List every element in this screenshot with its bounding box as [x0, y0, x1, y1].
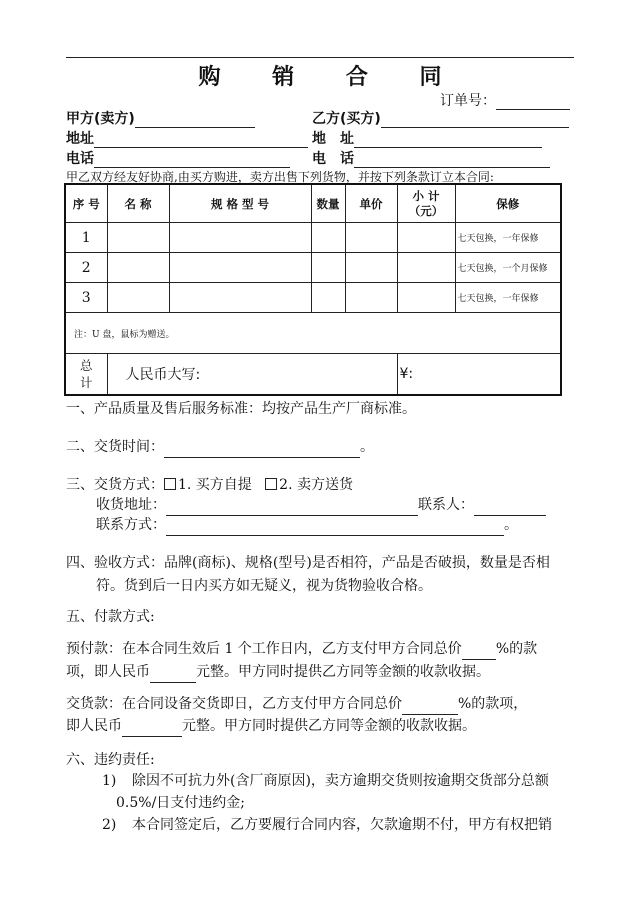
buyer-pickup-label: 1. 买方自提: [178, 477, 252, 493]
prepayment-text-c: 项，即人民币: [66, 664, 150, 680]
order-number-label: 订单号：: [440, 93, 496, 109]
header-spec: 规 格 型 号: [169, 184, 311, 223]
phone-a-label: 电话: [66, 151, 94, 167]
clause-payment: 五、付款方式:: [66, 609, 155, 625]
party-b-blank[interactable]: [381, 112, 569, 128]
cell-name[interactable]: [107, 283, 169, 313]
cell-qty[interactable]: [311, 283, 345, 313]
clause-acceptance-line1: 四、验收方式：品牌(商标)、规格(型号)是否相符，产品是否破损，数量是否相: [66, 555, 550, 571]
prepayment-line2: [66, 661, 490, 683]
phone-b-label: 电 话: [312, 151, 354, 167]
cell-warranty: 七天包换，一年保修: [455, 283, 561, 313]
address-b-label: 地 址: [312, 131, 354, 147]
delivery-time-blank[interactable]: [164, 442, 360, 458]
party-b: [312, 108, 569, 128]
delivery-payment-amount-blank[interactable]: [122, 721, 182, 737]
liability-item-1-line1: 除因不可抗力外(含厂商原因)，卖方逾期交货则按逾期交货部分总额: [132, 773, 549, 789]
cell-spec[interactable]: [169, 253, 311, 283]
header-qty: 数量: [311, 184, 345, 223]
party-a: [66, 108, 255, 128]
table-row: [65, 253, 561, 283]
table-row: [65, 223, 561, 253]
row-number: 1: [65, 223, 107, 253]
liability-item-1-line2: 0.5%/日支付违约金;: [116, 795, 246, 811]
row-number: 2: [65, 253, 107, 283]
cell-subtotal[interactable]: [397, 253, 455, 283]
liability-item-2-number: 2): [102, 817, 117, 833]
prepayment-text-d: 元整。甲方同时提供乙方同等金额的收款收据。: [196, 664, 490, 680]
delivery-payment-line2: [66, 715, 476, 737]
delivery-payment-line1: [66, 693, 527, 715]
contact-method-blank[interactable]: [166, 520, 504, 536]
delivery-time-end: 。: [360, 439, 374, 455]
contact-person-label: 联系人：: [418, 497, 474, 513]
row-number: 3: [65, 283, 107, 313]
liability-item-1-number: 1): [102, 773, 117, 789]
delivery-payment-text-c: 即人民币: [66, 718, 122, 734]
table-header-row: [65, 184, 561, 223]
phone-a-blank[interactable]: [94, 152, 290, 168]
clause-quality: 一、产品质量及售后服务标准：均按产品生产厂商标准。: [66, 401, 416, 417]
party-a-blank[interactable]: [135, 112, 255, 128]
buyer-pickup-checkbox[interactable]: [164, 478, 176, 490]
header-price: 单价: [345, 184, 397, 223]
cell-name[interactable]: [107, 223, 169, 253]
header-subtotal: 小 计 （元）: [397, 184, 455, 223]
order-number: [440, 90, 570, 110]
prepayment-percent-blank[interactable]: [462, 644, 496, 660]
delivery-payment-percent-blank[interactable]: [402, 699, 458, 715]
seller-delivery-checkbox[interactable]: [265, 478, 277, 490]
total-label: 总 计: [65, 354, 107, 396]
table-row: [65, 283, 561, 313]
delivery-method-label: 三、交货方式：: [66, 477, 164, 493]
contact-method-line: [96, 514, 518, 536]
intro-text: 甲乙双方经友好协商,由买方购进，卖方出售下列货物，并按下列条款订立本合同:: [66, 170, 494, 184]
cell-price[interactable]: [345, 223, 397, 253]
yen-amount-cell[interactable]: ¥:: [397, 354, 561, 396]
address-b-blank[interactable]: [354, 132, 542, 148]
prepayment-amount-blank[interactable]: [150, 667, 196, 683]
header-seq: 序 号: [65, 184, 107, 223]
phone-a: [66, 148, 290, 168]
address-a-blank[interactable]: [94, 132, 308, 148]
total-row: [65, 354, 561, 396]
delivery-payment-text-d: 元整。甲方同时提供乙方同等金额的收款收据。: [182, 718, 476, 734]
clause-delivery-time: [66, 436, 374, 458]
cell-warranty: 七天包换，一年保修: [455, 223, 561, 253]
contact-method-label: 联系方式：: [96, 517, 166, 533]
delivery-payment-text-b: %的款项，: [458, 696, 528, 712]
phone-b: [312, 148, 550, 168]
prepayment-text-a: 预付款：在本合同生效后 1 个工作日内，乙方支付甲方合同总价: [66, 641, 462, 657]
cell-spec[interactable]: [169, 283, 311, 313]
table-note: 注：U 盘，鼠标为赠送。: [65, 313, 561, 354]
cell-qty[interactable]: [311, 223, 345, 253]
cell-spec[interactable]: [169, 223, 311, 253]
rmb-amount-cell[interactable]: 人民币大写:: [107, 354, 397, 396]
clause-delivery-method: [66, 474, 353, 496]
cell-price[interactable]: [345, 253, 397, 283]
party-a-label: 甲方(卖方): [66, 111, 135, 127]
clause-liability: 六、违约责任:: [66, 752, 155, 768]
address-a-label: 地址: [66, 131, 94, 147]
liability-item-2-line1: 本合同签定后，乙方要履行合同内容，欠款逾期不付，甲方有权把销: [132, 817, 552, 833]
prepayment-text-b: %的款: [495, 641, 538, 657]
document-title: 购 销 合 同: [198, 64, 464, 90]
seller-delivery-label: 2. 卖方送货: [279, 477, 353, 493]
receiving-address-label: 收货地址：: [96, 497, 166, 513]
cell-price[interactable]: [345, 283, 397, 313]
address-a: [66, 128, 308, 148]
phone-b-blank[interactable]: [354, 152, 550, 168]
goods-table: [64, 183, 562, 396]
delivery-time-label: 二、交货时间：: [66, 439, 164, 455]
cell-warranty: 七天包换，一个月保修: [455, 253, 561, 283]
contact-method-end: 。: [504, 517, 518, 533]
address-b: [312, 128, 542, 148]
cell-subtotal[interactable]: [397, 223, 455, 253]
note-row: [65, 313, 561, 354]
top-rule: [66, 57, 574, 58]
cell-subtotal[interactable]: [397, 283, 455, 313]
header-warranty: 保修: [455, 184, 561, 223]
cell-qty[interactable]: [311, 253, 345, 283]
receiving-address-line: [96, 494, 546, 516]
clause-acceptance-line2: 符。货到后一日内买方如无疑义，视为货物验收合格。: [96, 578, 432, 594]
prepayment-line1: [66, 638, 537, 660]
header-name: 名 称: [107, 184, 169, 223]
delivery-payment-text-a: 交货款：在合同设备交货即日，乙方支付甲方合同总价: [66, 696, 402, 712]
party-b-label: 乙方(买方): [312, 111, 381, 127]
cell-name[interactable]: [107, 253, 169, 283]
